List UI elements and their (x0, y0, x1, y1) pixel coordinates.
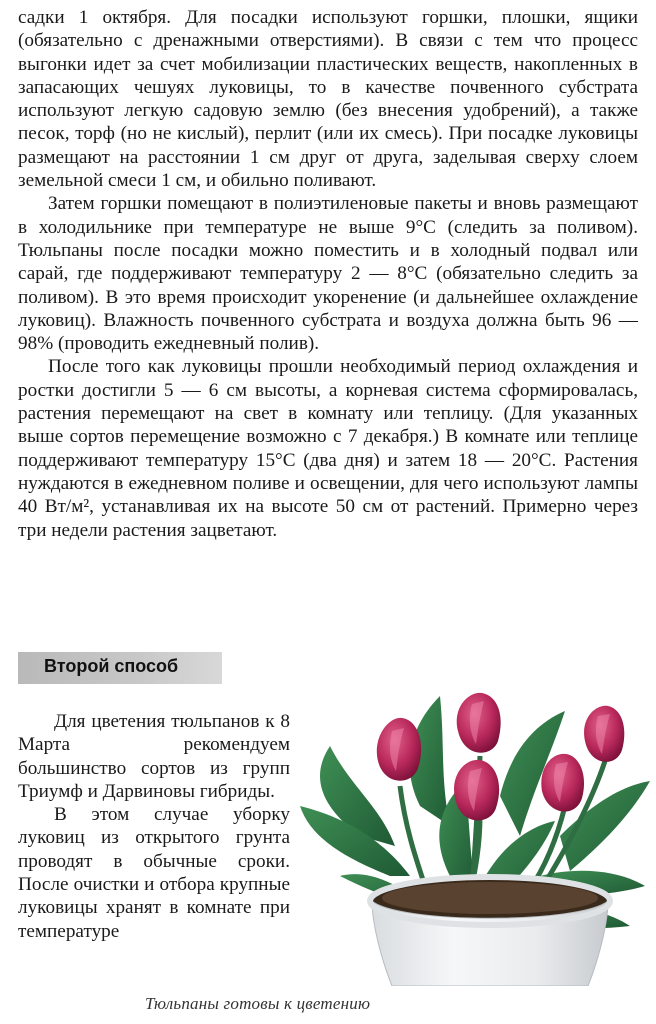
tulip-pot-graphic (300, 686, 656, 986)
section-paragraph-2: В этом случае уборку луковиц из открытого грунта проводят в обычные сроки. После очистки и отбора крупные луковицы хранят в комнате при температуре (18, 804, 290, 942)
section-paragraph-1: Для цветения тюльпанов к 8 Марта рекомендуем большинство сортов из групп Триумф и Дарвиновы гибриды. (18, 711, 290, 802)
main-text-block (18, 6, 638, 542)
paragraph-2: Затем горшки помещают в полиэтиленовые пакеты и вновь размещают в холодильнике при температуре не выше 9°С (следить за поливом). Тюльпаны после посадки можно поместить и в холодный подвал или сарай, где поддерживают температуру 2 — 8°С (обязательно следить за поливом). В это время происходит укоренение (и дальнейшее охлаждение луковиц). Влажность почвенного субстрата и воздуха должна быть 96 — 98% (проводить ежедневный полив). (18, 193, 638, 355)
paragraph-3: После того как луковицы прошли необходимый период охлаждения и ростки достигли 5 — 6 см высоты, а корневая система сформировалась, растения перемещают на свет в комнату или теплицу. (Для указанных выше сортов перемещение возможно с 7 декабря.) В комнате или теплице поддерживают температуру 15°С (два дня) и затем 18 — 20°С. Растения нуждаются в ежедневном поливе и освещении, для чего используют лампы 40 Вт/м², устанавливая их на высоте 50 см от растений. Примерно через три недели растения зацветают. (18, 356, 638, 541)
paragraph-1: садки 1 октября. Для посадки используют горшки, плошки, ящики (обязательно с дренажными отверстиями). В связи с тем что процесс выгонки идет за счет мобилизации пластических веществ, накопленных в запасающих чешуях луковицы, то в качестве почвенного субстрата используют легкую садовую землю (без внесения удобрений), а также песок, торф (но не кислый), перлит (или их смесь). При посадке луковицы размещают на расстоянии 1 см друг от друга, заделывая сверху слоем земельной смеси 1 см, и обильно поливают. (18, 7, 638, 192)
column-text-block (18, 710, 290, 943)
figure-caption: Тюльпаны готовы к цветению (145, 994, 371, 1013)
section-heading: Второй способ (44, 656, 179, 676)
section-heading-bar (18, 652, 222, 684)
tulip-pot-illustration (300, 686, 656, 986)
